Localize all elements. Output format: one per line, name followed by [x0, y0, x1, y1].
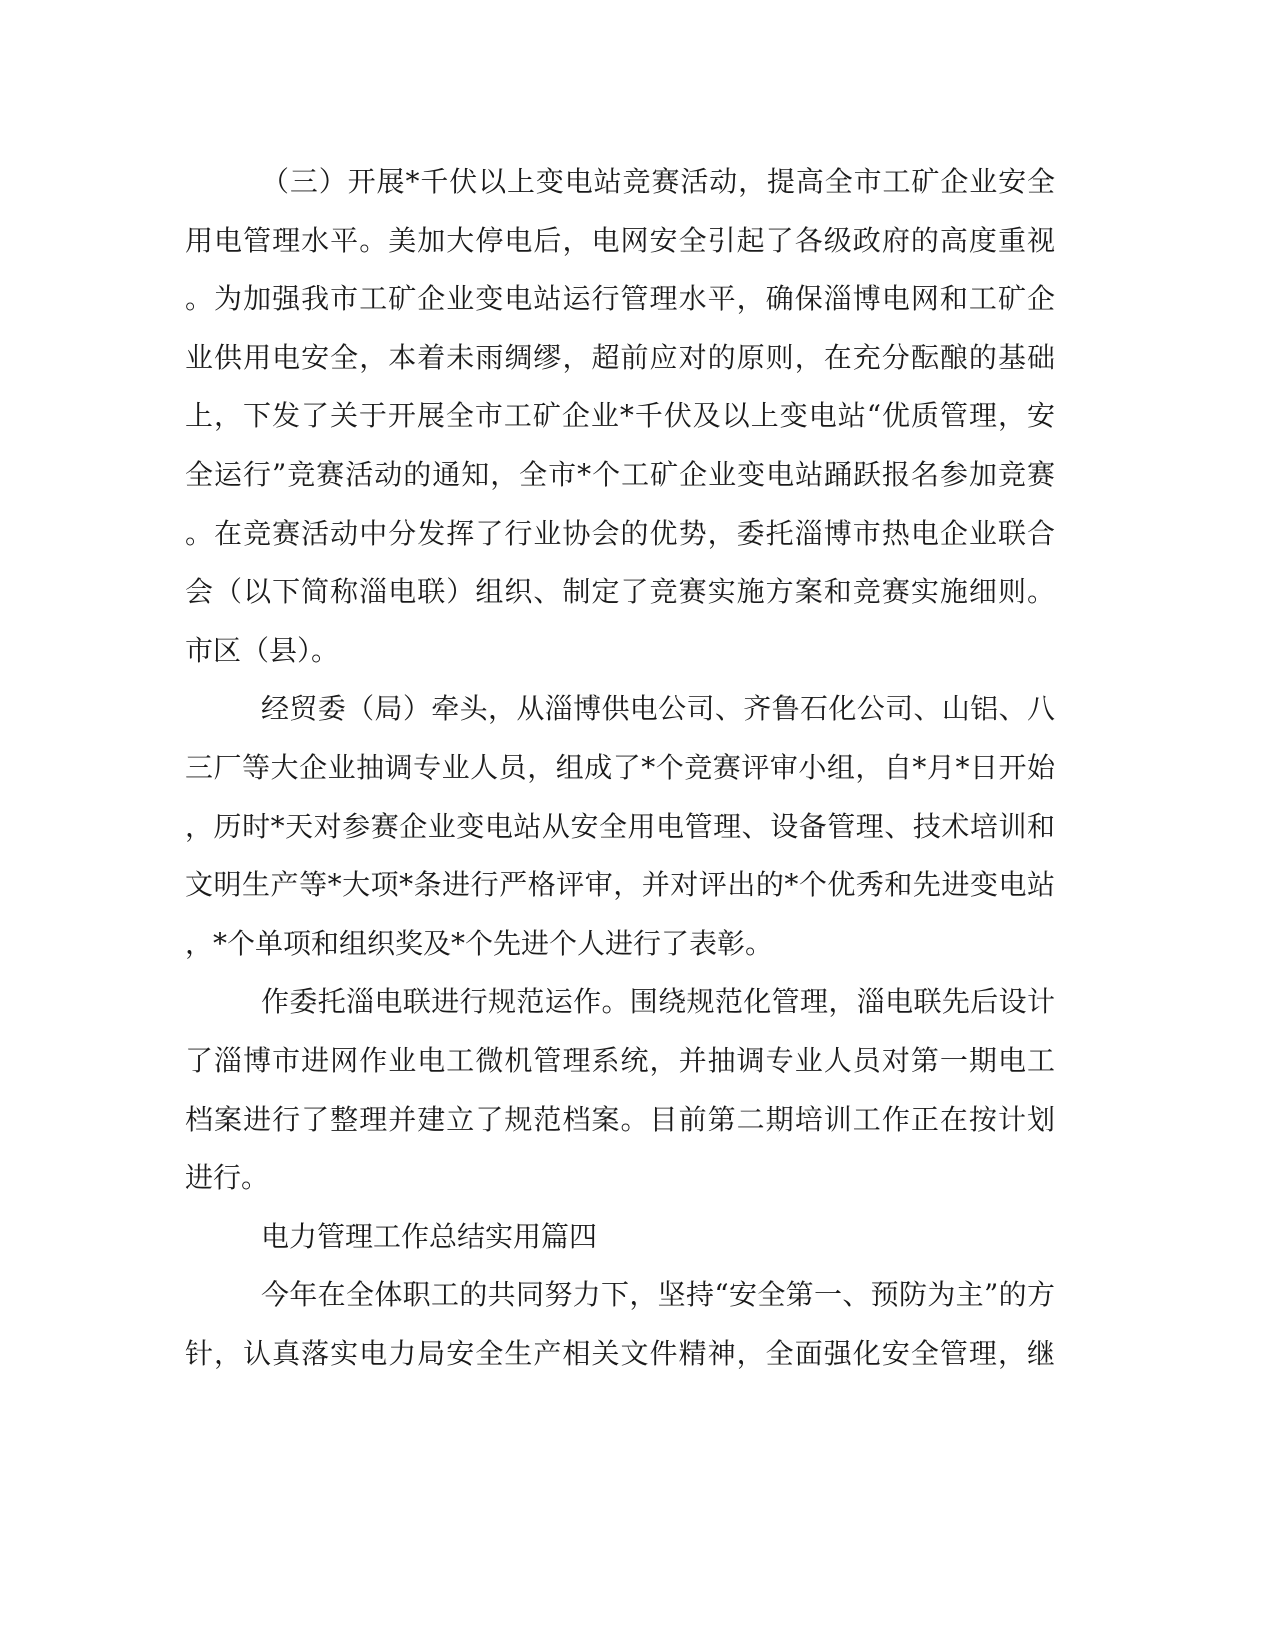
paragraph-line: ，历时*天对参赛企业变电站从安全用电管理、设备管理、技术培训和 [185, 809, 1055, 843]
paragraph-line: ，*个单项和组织奖及*个先进个人进行了表彰。 [185, 926, 774, 960]
paragraph-line: 今年在全体职工的共同努力下，坚持“安全第一、预防为主”的方 [261, 1278, 1055, 1312]
paragraph-line: 会（以下简称淄电联）组织、制定了竞赛实施方案和竞赛实施细则。 [185, 575, 1055, 609]
paragraph-line: 市区（县）。 [185, 633, 340, 667]
paragraph-line: 上，下发了关于开展全市工矿企业*千伏及以上变电站“优质管理，安 [185, 399, 1055, 433]
section-heading: 电力管理工作总结实用篇四 [261, 1219, 598, 1253]
paragraph-line: 作委托淄电联进行规范运作。围绕规范化管理，淄电联先后设计 [261, 985, 1055, 1019]
paragraph-line: 。为加强我市工矿企业变电站运行管理水平，确保淄博电网和工矿企 [185, 282, 1055, 316]
paragraph-line: 业供用电安全，本着未雨绸缪，超前应对的原则，在充分酝酿的基础 [185, 340, 1055, 374]
paragraph-line: 。在竞赛活动中分发挥了行业协会的优势，委托淄博市热电企业联合 [185, 516, 1055, 550]
paragraph-line: （三）开展*千伏以上变电站竞赛活动，提高全市工矿企业安全 [261, 165, 1055, 198]
paragraph-line: 用电管理水平。美加大停电后，电网安全引起了各级政府的高度重视 [185, 223, 1055, 257]
paragraph-line: 档案进行了整理并建立了规范档案。目前第二期培训工作正在按计划 [185, 1102, 1055, 1136]
paragraph-line: 文明生产等*大项*条进行严格评审，并对评出的*个优秀和先进变电站 [185, 868, 1055, 902]
paragraph-line: 三厂等大企业抽调专业人员，组成了*个竞赛评审小组，自*月*日开始 [185, 750, 1055, 784]
paragraph-line: 进行。 [185, 1161, 270, 1195]
paragraph-line: 针，认真落实电力局安全生产相关文件精神，全面强化安全管理，继 [185, 1336, 1055, 1370]
paragraph-line: 全运行”竞赛活动的通知，全市*个工矿企业变电站踊跃报名参加竞赛 [185, 457, 1055, 491]
paragraph-line: 了淄博市进网作业电工微机管理系统，并抽调专业人员对第一期电工 [185, 1043, 1055, 1077]
paragraph-line: 经贸委（局）牵头，从淄博供电公司、齐鲁石化公司、山铝、八 [261, 692, 1055, 726]
document-body [185, 153, 1055, 1383]
